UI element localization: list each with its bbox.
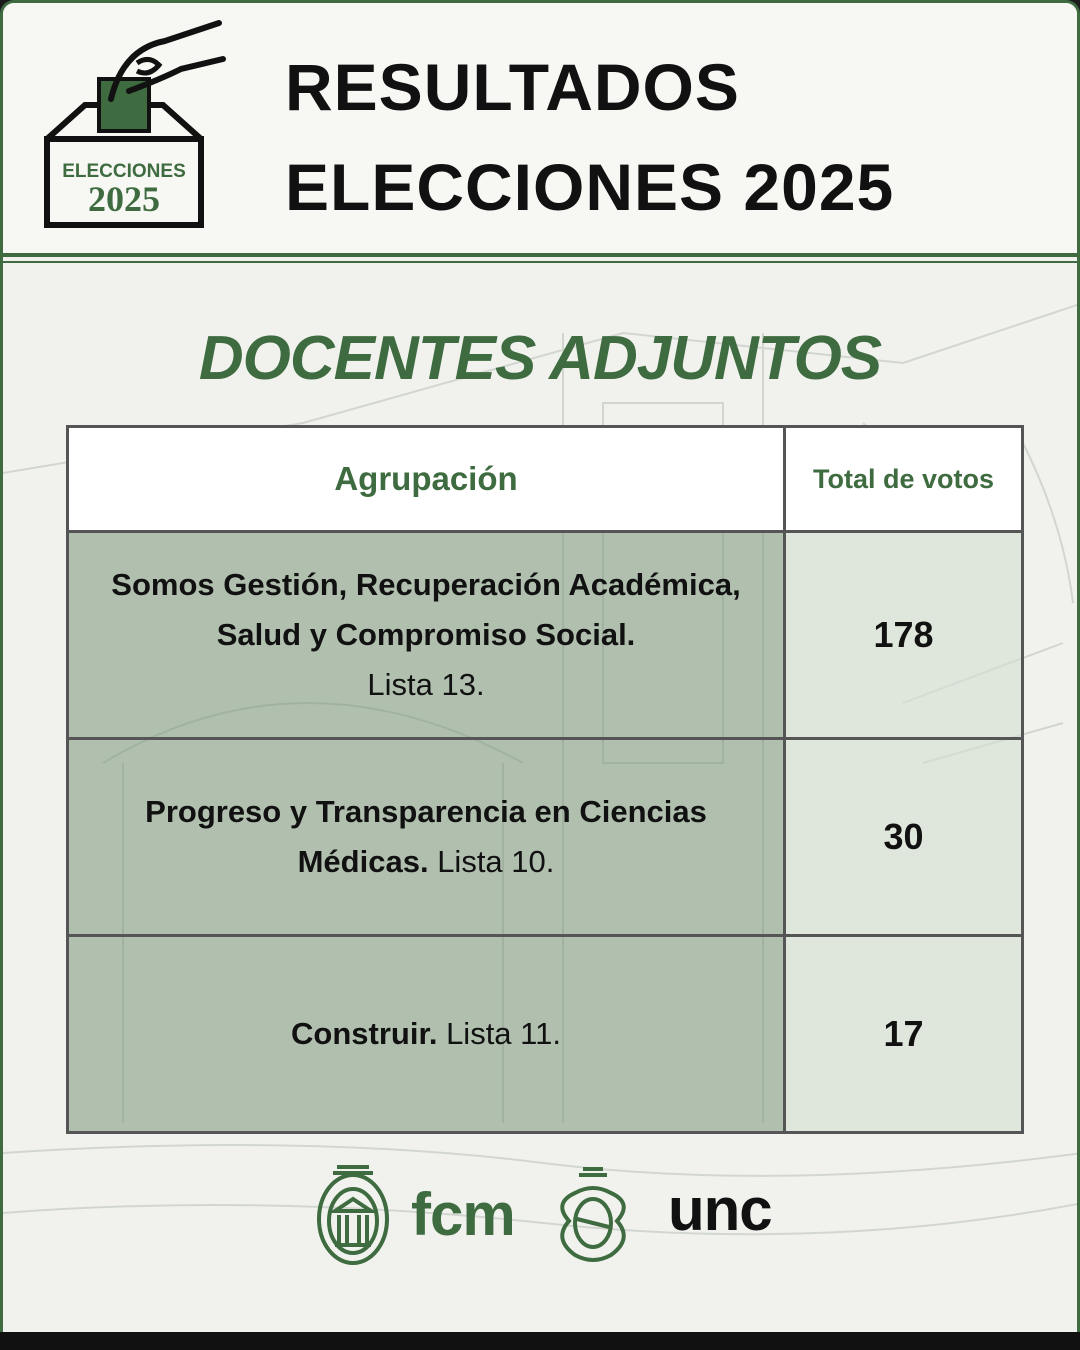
unc-seal-icon	[562, 1169, 623, 1260]
group-list: Lista 13.	[367, 667, 485, 702]
table-row	[68, 532, 1023, 739]
ballot-box-icon	[41, 19, 231, 234]
votes-cell: 178	[785, 532, 1023, 739]
page-title-line2: ELECCIONES 2025	[285, 150, 895, 224]
header-divider	[3, 253, 1077, 257]
header-votes: Total de votos	[785, 427, 1023, 532]
group-list: Lista 10.	[437, 844, 555, 879]
table-row	[68, 936, 1023, 1133]
group-name: Progreso y Transparencia en Ciencias Médicas.	[145, 794, 707, 879]
table-header-row	[68, 427, 1023, 532]
votes-cell: 17	[785, 936, 1023, 1133]
header-divider-thin	[3, 261, 1077, 263]
group-cell	[68, 936, 785, 1133]
group-list: Lista 11.	[446, 1016, 561, 1051]
fcm-seal-icon	[319, 1167, 387, 1263]
table-row	[68, 739, 1023, 936]
page-title-line1: RESULTADOS	[285, 50, 740, 124]
ballot-label: ELECCIONES	[62, 161, 186, 182]
group-cell	[68, 532, 785, 739]
ballot-year: 2025	[88, 179, 160, 219]
bottom-bar	[0, 1332, 1080, 1350]
fcm-logo-text: fcm	[411, 1181, 515, 1248]
unc-logo-text: unc	[668, 1176, 772, 1243]
header-group: Agrupación	[68, 427, 785, 532]
group-name: Somos Gestión, Recuperación Académica, Salud y Compromiso Social.	[111, 567, 741, 652]
group-cell	[68, 739, 785, 936]
section-title: DOCENTES ADJUNTOS	[198, 324, 882, 393]
group-name: Construir.	[291, 1016, 438, 1051]
results-table	[66, 425, 1024, 1134]
votes-cell: 30	[785, 739, 1023, 936]
